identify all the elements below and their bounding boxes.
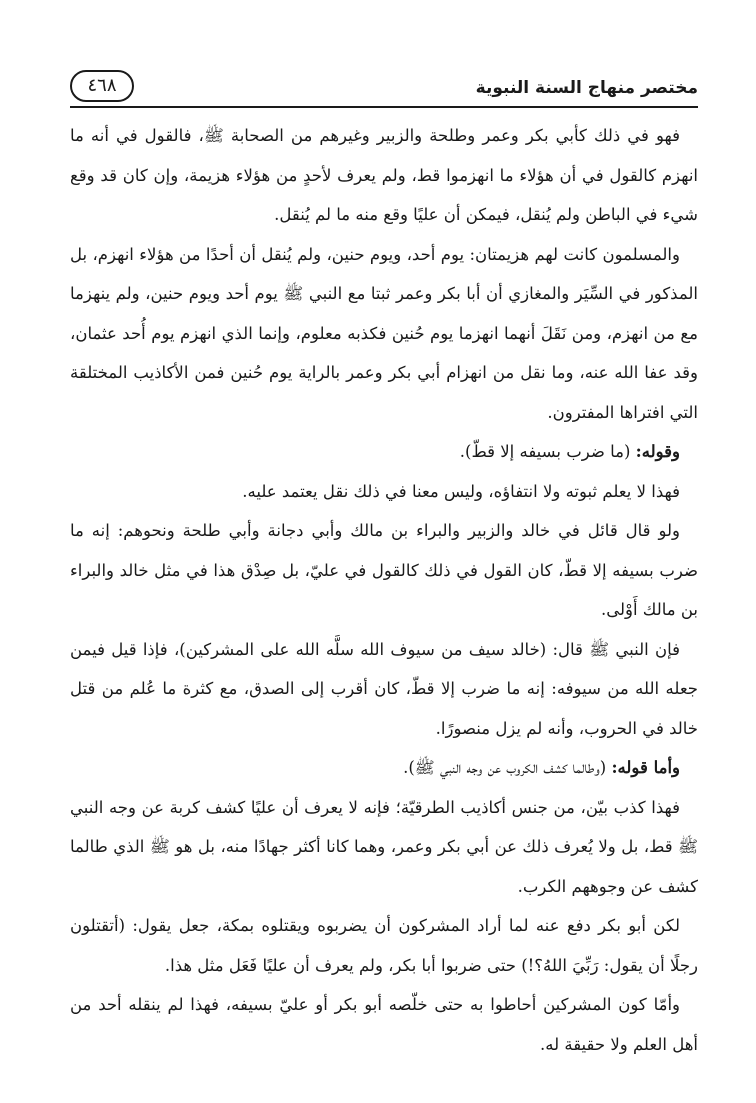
paragraph-text: فهذا كذب بيّن، من جنس أكاذيب الطرقيّة؛ فإنه لا يعرف أن عليًا كشف كربة عن وجه النبي ﷺ قط، بل ولا يُعرف ذلك عن أبي بكر وعمر، وهما كانا أكثر جهادًا منه، بل هو ﷺ الذي طالما كشف عن وجوههم الكرب. xyxy=(70,797,698,896)
paragraph xyxy=(70,788,698,907)
paragraph xyxy=(70,630,698,749)
paragraph-text: ولو قال قائل في خالد والزبير والبراء بن مالك وأبي دجانة وأبي طلحة ونحوهم: إنه ما ضرب بسيفه إلا قطّ، كان القول في ذلك كالقول في عليّ، بل صِدْق هذا في مثل خالد والبراء بن مالك أَوْلى. xyxy=(70,521,698,619)
page-body xyxy=(70,116,698,1064)
paragraph-text: فهو في ذلك كأبي بكر وعمر وطلحة والزبير وغيرهم من الصحابة ﷺ، فالقول في أنه ما انهزم كالقول في أن هؤلاء ما انهزموا قط، ولم يعرف لأحدٍ من هؤلاء هزيمة، وإن كان قد وقع شيء في الباطن ولم يُنقل، فيمكن أن عليًا وقع منه ما لم يُنقل. xyxy=(70,126,698,224)
paragraph xyxy=(70,116,698,235)
paragraph xyxy=(70,511,698,630)
paragraph-text: لكن أبو بكر دفع عنه لما أراد المشركون أن يضربوه ويقتلوه بمكة، جعل يقول: (أتقتلون رجلًا أن يقول: رَبِّيَ اللهُ؟!) حتى ضربوا أبا بكر، ولم يعرف أن عليًا فَعَل مثل هذا. xyxy=(70,916,698,975)
paragraph xyxy=(70,985,698,1064)
paragraph xyxy=(70,472,698,512)
page-number: ٤٦٨ xyxy=(70,70,134,102)
paragraph-text: وأمّا كون المشركين أحاطوا به حتى خلّصه أبو بكر أو عليّ بسيفه، فهذا لم ينقله أحد من أهل العلم ولا حقيقة له. xyxy=(70,995,698,1054)
paragraph xyxy=(70,235,698,433)
paragraph-text: والمسلمون كانت لهم هزيمتان: يوم أحد، ويوم حنين، ولم يُنقل أن أحدًا من هؤلاء انهزم، بل المذكور في السِّيَر والمغازي أن أبا بكر وعمر ثبتا مع النبي ﷺ يوم أحد ويوم حنين، ولم ينهزما مع من انهزم، ومن نَقَلَ أنهما انهزما يوم حُنين فكذبه معلوم، وإنما الذي انهزم يوم أُحد عثمان، وقد عفا الله عنه، وما نقل من انهزام أبي بكر وعمر بالراية يوم حُنين فمن الأكاذيب المختلقة التي افتراها المفترون. xyxy=(70,244,698,422)
paragraph-lead: وأما قوله: xyxy=(611,758,680,777)
header-title: مختصر منهاج السنة النبوية xyxy=(475,78,698,98)
book-page xyxy=(70,70,698,1070)
paragraph-lead: وقوله: xyxy=(635,442,680,461)
paragraph xyxy=(70,748,698,788)
running-header xyxy=(70,70,698,108)
paragraph xyxy=(70,432,698,472)
paragraph xyxy=(70,906,698,985)
paragraph-text: (وطالما كشف الكروب عن وجه النبي ﷺ). xyxy=(403,758,607,777)
paragraph-text: فإن النبي ﷺ قال: (خالد سيف من سيوف الله سلَّه الله على المشركين)، فإذا قيل فيمن جعله الله من سيوفه: إنه ما ضرب إلا قطّ، كان أقرب إلى الصدق، مع كثرة ما عُلم من قتل خالد في الحروب، وأنه لم يزل منصورًا. xyxy=(70,639,698,738)
paragraph-text: (ما ضرب بسيفه إلا قطّ). xyxy=(459,442,631,461)
paragraph-text: فهذا لا يعلم ثبوته ولا انتفاؤه، وليس معنا في ذلك نقل يعتمد عليه. xyxy=(242,481,680,501)
